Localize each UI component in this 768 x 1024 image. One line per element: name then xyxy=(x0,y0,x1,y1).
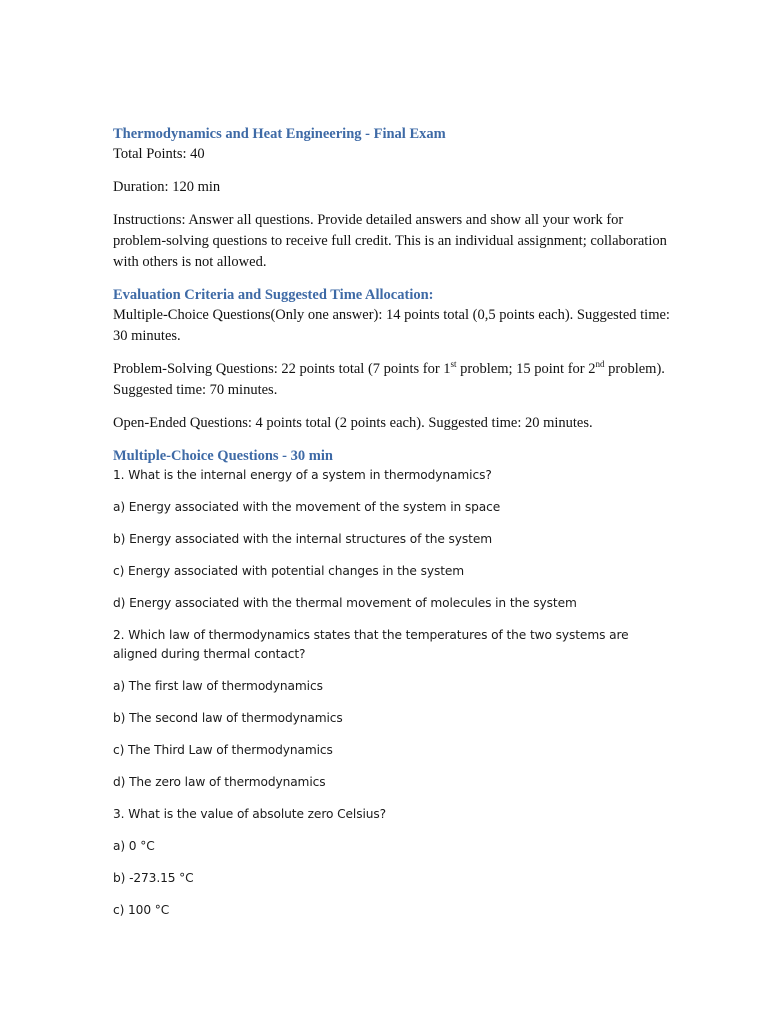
answer-option: b) Energy associated with the internal structures of the system xyxy=(113,532,493,546)
criteria-ps-part3: problem). Suggested time: 70 minutes. xyxy=(113,361,665,398)
answer-option: a) 0 °C xyxy=(113,839,155,853)
question-1 xyxy=(113,466,673,613)
criteria-ps-sup2: nd xyxy=(595,359,605,370)
question-3 xyxy=(113,805,673,920)
question-text: 3. What is the value of absolute zero Celsius? xyxy=(113,807,386,821)
criteria-ps-part1: Problem-Solving Questions: 22 points total (7 points for 1 xyxy=(113,361,451,377)
criteria-ps-sup1: st xyxy=(450,359,457,370)
criteria-mc: Multiple-Choice Questions(Only one answer): 14 points total (0,5 points each). Suggested time: 30 minutes. xyxy=(113,307,670,344)
answer-option: b) The second law of thermodynamics xyxy=(113,711,343,725)
criteria-heading: Evaluation Criteria and Suggested Time Allocation: xyxy=(113,287,434,303)
mcq-heading: Multiple-Choice Questions - 30 min xyxy=(113,448,333,464)
question-2 xyxy=(113,626,673,792)
exam-title: Thermodynamics and Heat Engineering - Final Exam xyxy=(113,126,446,142)
answer-option: c) Energy associated with potential changes in the system xyxy=(113,564,465,578)
exam-page xyxy=(113,124,673,933)
instructions: Instructions: Answer all questions. Provide detailed answers and show all your work for problem-solving questions to receive full credit. This is an individual assignment; collaboration with others is not allowed. xyxy=(113,212,667,270)
answer-option: d) Energy associated with the thermal movement of molecules in the system xyxy=(113,596,577,610)
criteria-ps xyxy=(113,359,673,401)
question-text: 2. Which law of thermodynamics states that the temperatures of the two systems are aligned during thermal contact? xyxy=(113,628,629,661)
duration: Duration: 120 min xyxy=(113,179,221,195)
criteria-oe: Open-Ended Questions: 4 points total (2 points each). Suggested time: 20 minutes. xyxy=(113,415,593,431)
answer-option: b) -273.15 °C xyxy=(113,871,194,885)
answer-option: a) The first law of thermodynamics xyxy=(113,679,323,693)
answer-option: a) Energy associated with the movement of the system in space xyxy=(113,500,501,514)
question-text: 1. What is the internal energy of a system in thermodynamics? xyxy=(113,468,492,482)
criteria-ps-part2: problem; 15 point for 2 xyxy=(456,361,596,377)
answer-option: d) The zero law of thermodynamics xyxy=(113,775,326,789)
total-points: Total Points: 40 xyxy=(113,146,205,162)
answer-option: c) The Third Law of thermodynamics xyxy=(113,743,333,757)
answer-option: c) 100 °C xyxy=(113,903,170,917)
